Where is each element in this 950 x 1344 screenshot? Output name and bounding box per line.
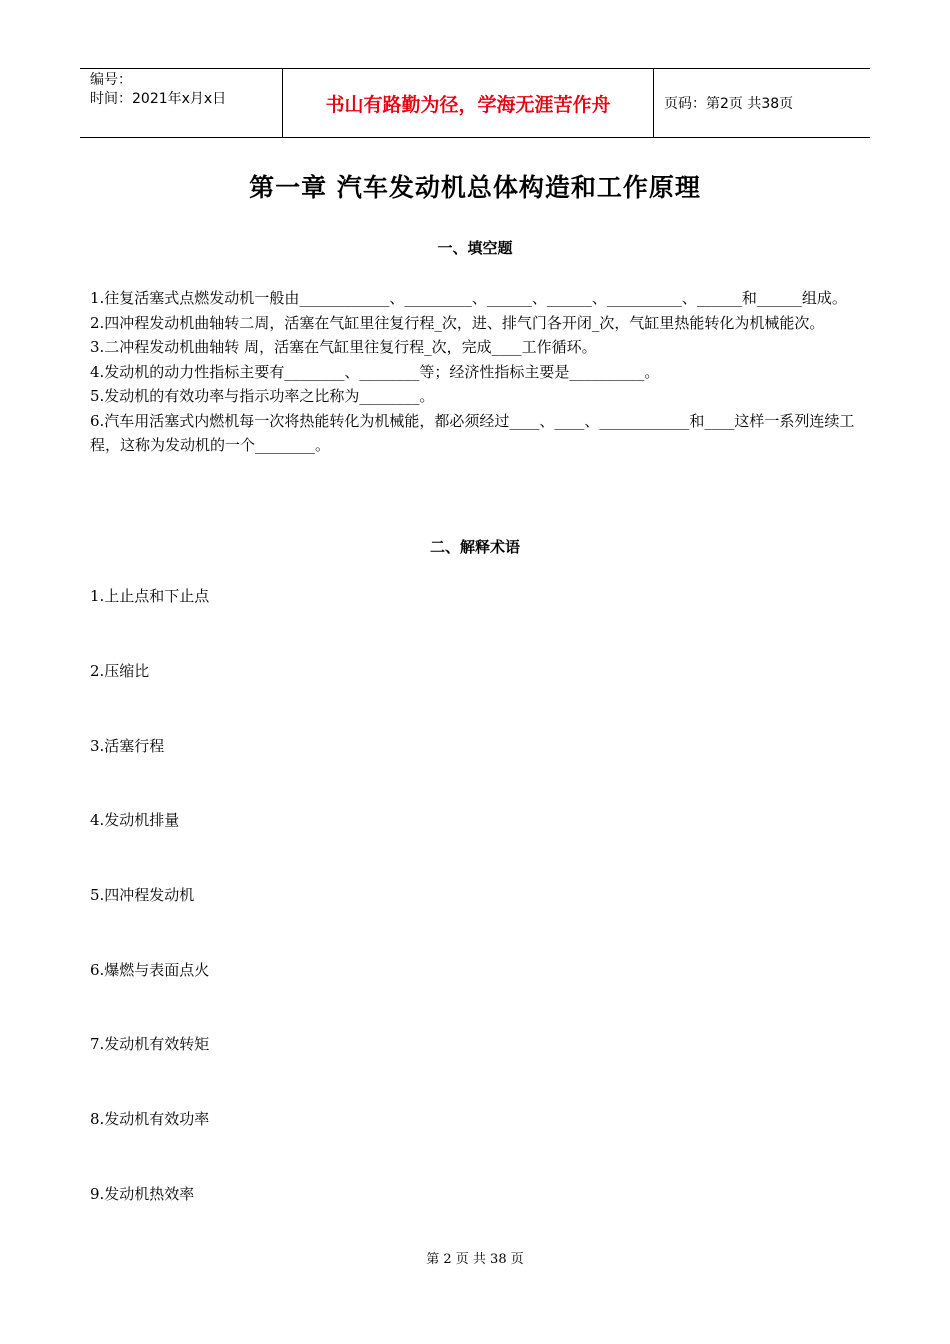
term-item: 7.发动机有效转矩 xyxy=(90,1035,210,1053)
term-item: 3.活塞行程 xyxy=(90,737,165,755)
term-item: 6.爆燃与表面点火 xyxy=(90,961,210,979)
question-6: 6.汽车用活塞式内燃机每一次将热能转化为机械能，都必须经过____、____、____________和____这样一系列连续工程，这称为发动机的一个________。 xyxy=(90,411,855,454)
motto: 书山有路勤为径，学海无涯苦作舟 xyxy=(282,69,654,137)
question-3: 3.二冲程发动机曲轴转 周，活塞在气缸里往复行程_次，完成____工作循环。 xyxy=(90,338,597,356)
term-item: 1.上止点和下止点 xyxy=(90,587,210,605)
header-meta xyxy=(80,69,282,137)
chapter-title: 第一章 汽车发动机总体构造和工作原理 xyxy=(249,173,701,202)
page-header xyxy=(80,68,870,138)
term-item: 8.发动机有效功率 xyxy=(90,1110,210,1128)
question-5: 5.发动机的有效功率与指示功率之比称为________。 xyxy=(90,387,435,405)
number-label: 编号： xyxy=(90,72,132,88)
term-item: 5.四冲程发动机 xyxy=(90,886,195,904)
section-heading-terms: 二、解释术语 xyxy=(429,538,520,556)
term-item: 4.发动机排量 xyxy=(90,811,180,829)
question-4: 4.发动机的动力性指标主要有________、________等；经济性指标主要是__________。 xyxy=(90,362,660,381)
term-item: 2.压缩比 xyxy=(90,662,150,680)
fill-blank-questions xyxy=(90,286,865,458)
page-label: 页码：第2页 共38页 xyxy=(664,96,794,112)
term-item: 9.发动机热效率 xyxy=(90,1185,195,1203)
date-label: 时间：2021年x月x日 xyxy=(90,91,227,107)
section-heading-fill-blank: 一、填空题 xyxy=(437,239,513,257)
question-2: 2.四冲程发动机曲轴转二周，活塞在气缸里往复行程_次，进、排气门各开闭_次，气缸里热能转化为机械能次。 xyxy=(90,313,825,332)
question-1: 1.往复活塞式点燃发动机一般由____________、_________、______、______、__________、______和______组成。 xyxy=(90,289,847,307)
page-footer: 第 2 页 共 38 页 xyxy=(426,1252,524,1267)
